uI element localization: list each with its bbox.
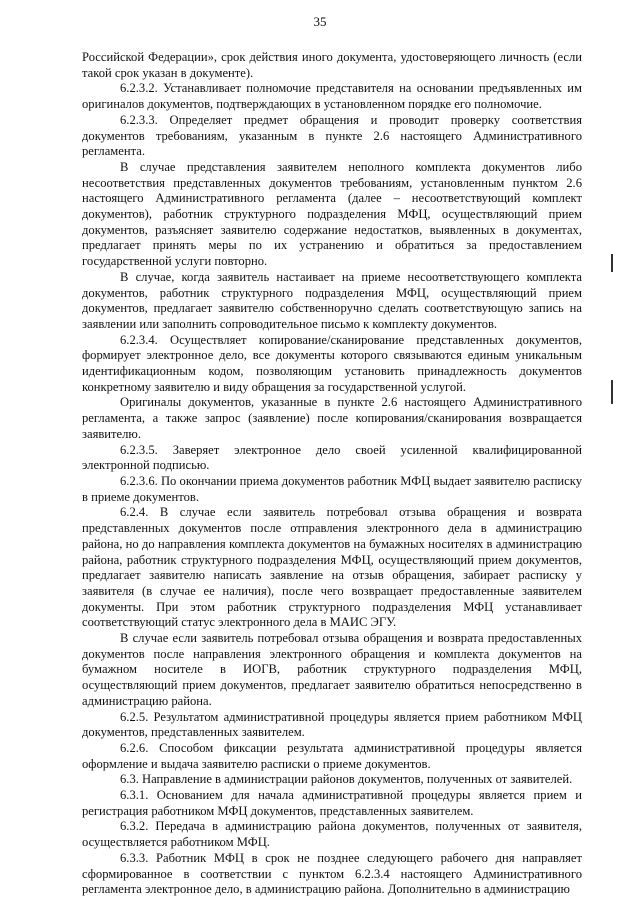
paragraph-10: 6.2.4. В случае если заявитель потребовал отзыва обращения и возврата представленных документов после отправления электронного дела в администрацию района, но до направления комплекта документов на бумажных носителях в администрацию района, работник структурного подразделения МФЦ, осуществляющий прием документов, предлагает заявителю написать заявление на отзыв обращения, забирает расписку у заявителя (в случае ее наличия), после чего возвращает предоставленные заявителем документы. При этом работник структурного подразделения МФЦ устанавливает соответствующий статус электронного дела в МАИС ЭГУ.	[82, 505, 582, 630]
margin-scan-mark	[611, 380, 613, 404]
paragraph-17: 6.3.3. Работник МФЦ в срок не позднее следующего рабочего дня направляет сформированное в соответствии с пунктом 6.2.3.4 настоящего Административного регламента электронное дело, в администрацию района. Дополнительно в администрацию	[82, 850, 582, 897]
paragraph-6: 6.2.3.4. Осуществляет копирование/сканирование представленных документов, формирует электронное дело, все документы которого связываются единым уникальным идентификационным кодом, позволяющим установить принадлежность документов конкретному заявителю и виду обращения за государственной услугой.	[82, 332, 582, 394]
paragraph-11: В случае если заявитель потребовал отзыва обращения и возврата предоставленных документов после направления электронного обращения и комплекта документов на бумажном носителе в ИОГВ, работник структурного подразделения МФЦ, осуществляющий прием документов, предлагает заявителю обратиться непосредственно в администрацию района.	[82, 631, 582, 708]
paragraph-8: 6.2.3.5. Заверяет электронное дело своей усиленной квалифицированной электронной подписью.	[82, 442, 582, 473]
paragraph-4: В случае представления заявителем неполного комплекта документов либо несоответствия представленных документов требованиям, установленным пунктом 2.6 настоящего Административного регламента (далее – несоответствующий комплект документов), работник структурного подразделения МФЦ, осуществляющий прием документов, разъясняет заявителю содержание недостатков, выявленных в документах, предлагает принять меры по их устранению и обратиться за предоставлением государственной услуги повторно.	[82, 159, 582, 269]
body-text	[82, 50, 582, 898]
paragraph-1: Российской Федерации», срок действия иного документа, удостоверяющего личность (если такой срок указан в документе).	[82, 50, 582, 80]
paragraph-14: 6.3. Направление в администрации районов документов, полученных от заявителей.	[120, 772, 573, 787]
page-number: 35	[313, 14, 327, 29]
paragraph-2: 6.2.3.2. Устанавливает полномочие представителя на основании предъявленных им оригиналов документов, подтверждающих в установленном порядке его полномочие.	[82, 81, 582, 112]
paragraph-15: 6.3.1. Основанием для начала административной процедуры является прием и регистрация работником МФЦ документов, представленных заявителем.	[82, 788, 582, 818]
paragraph-3: 6.2.3.3. Определяет предмет обращения и проводит проверку соответствия документов требованиям, указанным в пункте 2.6 настоящего Административного регламента.	[82, 112, 582, 159]
paragraph-16: 6.3.2. Передача в администрацию района документов, полученных от заявителя, осуществляется работником МФЦ.	[82, 819, 582, 850]
paragraph-7: Оригиналы документов, указанные в пункте 2.6 настоящего Административного регламента, а также запрос (заявление) после копирования/сканирования возвращается заявителю.	[82, 395, 582, 441]
paragraph-5: В случае, когда заявитель настаивает на приеме несоответствующего комплекта документов, работник структурного подразделения МФЦ, осуществляющий прием документов, предлагает заявителю собственноручно сделать соответствующую запись на заявлении или заполнить сопроводительное письмо к комплекту документов.	[82, 269, 582, 331]
paragraph-13: 6.2.6. Способом фиксации результата административной процедуры является оформление и выдача заявителю расписки о приеме документов.	[82, 740, 582, 771]
paragraph-9: 6.2.3.6. По окончании приема документов работник МФЦ выдает заявителю расписку в приеме документов.	[82, 473, 582, 504]
margin-scan-mark	[611, 254, 613, 272]
paragraph-12: 6.2.5. Результатом административной процедуры является прием работником МФЦ документов, представленных заявителем.	[82, 709, 582, 740]
